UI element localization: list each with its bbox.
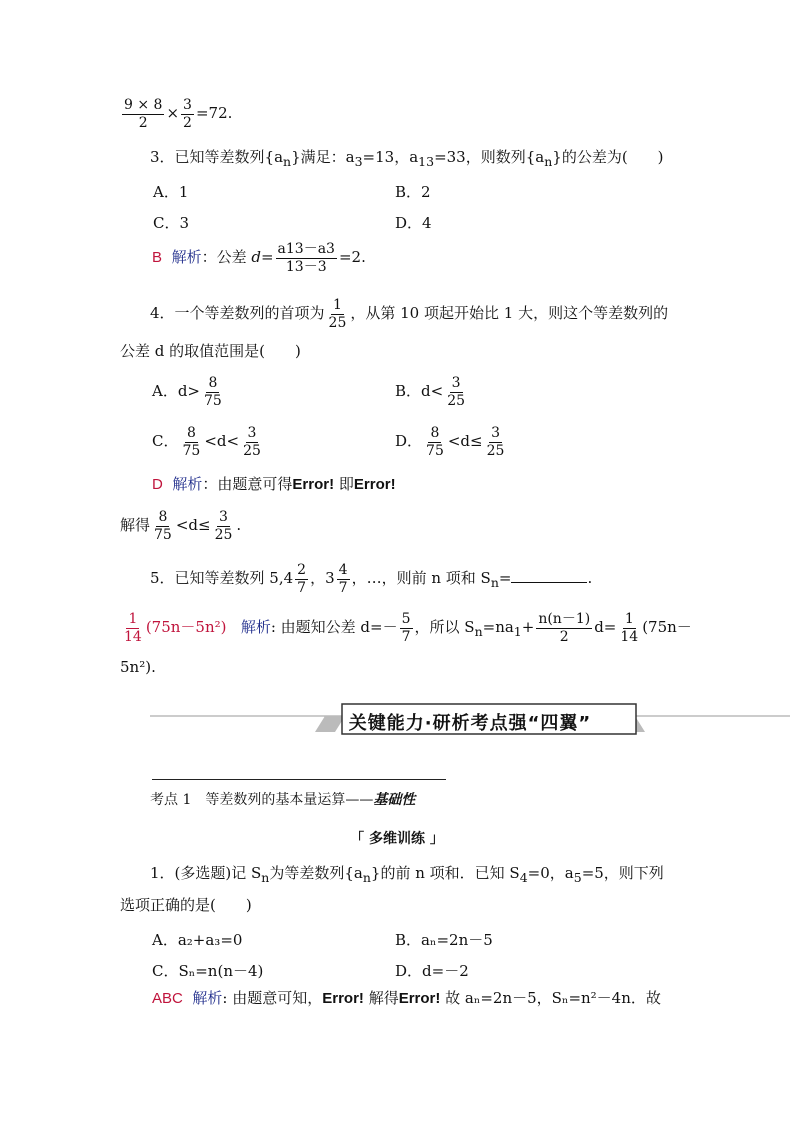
jiexi-label: 解析 [192, 990, 223, 1007]
banner-title: 关键能力·研析考点强“四翼” [348, 713, 592, 734]
section-divider [152, 779, 446, 780]
fraction: $\frac{3}{25}$ [447, 375, 466, 409]
fraction: $\frac{8}{75}$ [204, 375, 222, 409]
answer-letter: ABC [152, 990, 183, 1007]
fraction: $\frac{3}{25}$ [486, 425, 505, 459]
fraction: $\frac{2}{7}$ [297, 562, 307, 596]
answer-blank [511, 570, 587, 583]
q4-option-c: C． $\frac{8}{75}$ <d< $\frac{3}{25}$ [152, 425, 261, 459]
p1-option-d: D．d=－2 [395, 962, 469, 980]
q3-stem: 3．已知等差数列$\{a_n\}$满足：$a_3=13$，$a_{13}=33$，则数列$\{a_n\}$的公差为( ) [150, 148, 664, 169]
answer-letter: D [152, 476, 163, 493]
fraction: $\frac{3}{25}$ [214, 509, 233, 543]
fraction: $\frac{3}{25}$ [243, 425, 261, 459]
q2-tail: $\frac{9 \times 8}{2}$ × $\frac{3}{2}$ =72. [124, 97, 233, 131]
q3-solution: B 解析：公差 d= $\frac{a13-a3}{13-3}$ =2. [152, 241, 366, 275]
answer-expression: $\frac{1}{14}$ (75n－5n²) [124, 611, 227, 645]
q4-stem-line2: 公差 d 的取值范围是( ) [120, 342, 301, 360]
q3-option-c: C．3 [153, 214, 190, 232]
p1-solution: ABC 解析: 由题意可知，Error! 解得Error! 故 aₙ=2n－5，Sₙ=n²－4n．故 [152, 989, 661, 1007]
p1-option-c: C．Sₙ=n(n－4) [152, 962, 264, 980]
fraction: $\frac{8}{75}$ [182, 425, 201, 459]
fraction: $\frac{1}{14}$ [620, 611, 639, 645]
p1-stem: 1．(多选题)记 $S_n$为等差数列$\{a_n\}$的前 n 项和．已知 $S_4=0$，$a_5=5$，则下列 [150, 864, 664, 885]
jiexi-label: 解析 [172, 476, 203, 493]
q4-stem: 4．一个等差数列的首项为 $\frac{1}{25}$ ，从第 10 项起开始比 1 大，则这个等差数列的 [150, 297, 669, 331]
q3-option-a: A．1 [153, 183, 189, 201]
q5-solution: $\frac{1}{14}$ (75n－5n²) 解析: 由题知公差 d=－ $\frac{5}{7}$ ，所以 $S_n=na_1+$ $\frac{n(n-1)}{2}$ d= $\frac{1}{14}$ (75n－ [120, 612, 692, 644]
section-heading: 考点 1 等差数列的基本量运算——基础性 [150, 792, 416, 808]
q4-option-a: A．d> $\frac{8}{75}$ [152, 375, 222, 409]
jiexi-label: 解析 [240, 619, 271, 637]
fraction: $\frac{5}{7}$ [401, 611, 411, 645]
answer-letter: B [152, 249, 163, 267]
jiexi-label: 解析 [171, 249, 202, 267]
q3-option-b: B．2 [395, 183, 431, 201]
p1-option-a: A．a₂+a₃=0 [152, 931, 243, 949]
fraction: $\frac{a13-a3}{13-3}$ [277, 241, 335, 275]
q5-solution-line2: 5n²). [120, 658, 156, 676]
q4-solution: D 解析：由题意可得Error! 即Error! [152, 475, 396, 493]
q4-option-d: D． $\frac{8}{75}$ <d≤ $\frac{3}{25}$ [395, 425, 505, 459]
q5-stem: 5．已知等差数列 5,4 $\frac{2}{7}$ ，3 $\frac{4}{7}$ ，…，则前 n 项和 $S_n=$ . [150, 562, 593, 596]
fraction: $\frac{3}{2}$ [183, 97, 192, 131]
q4-option-b: B．d< $\frac{3}{25}$ [395, 375, 466, 409]
section-banner [150, 700, 790, 742]
q4-solution-line2: 解得 $\frac{8}{75}$ <d≤ $\frac{3}{25}$ . [120, 509, 242, 543]
fraction: $\frac{8}{75}$ [154, 509, 172, 543]
fraction: $\frac{n(n-1)}{2}$ [538, 611, 591, 645]
fraction: $\frac{1}{14}$ [124, 611, 142, 645]
p1-option-b: B．aₙ=2n－5 [395, 931, 493, 949]
q3-option-d: D．4 [395, 214, 432, 232]
fraction: $\frac{8}{75}$ [426, 425, 444, 459]
fraction: $\frac{9 \times 8}{2}$ [124, 97, 163, 131]
p1-stem-line2: 选项正确的是( ) [120, 896, 252, 914]
fraction: $\frac{1}{25}$ [328, 297, 347, 331]
subsection-title: 「 多维训练 」 [350, 831, 444, 847]
fraction: $\frac{4}{7}$ [338, 562, 348, 596]
